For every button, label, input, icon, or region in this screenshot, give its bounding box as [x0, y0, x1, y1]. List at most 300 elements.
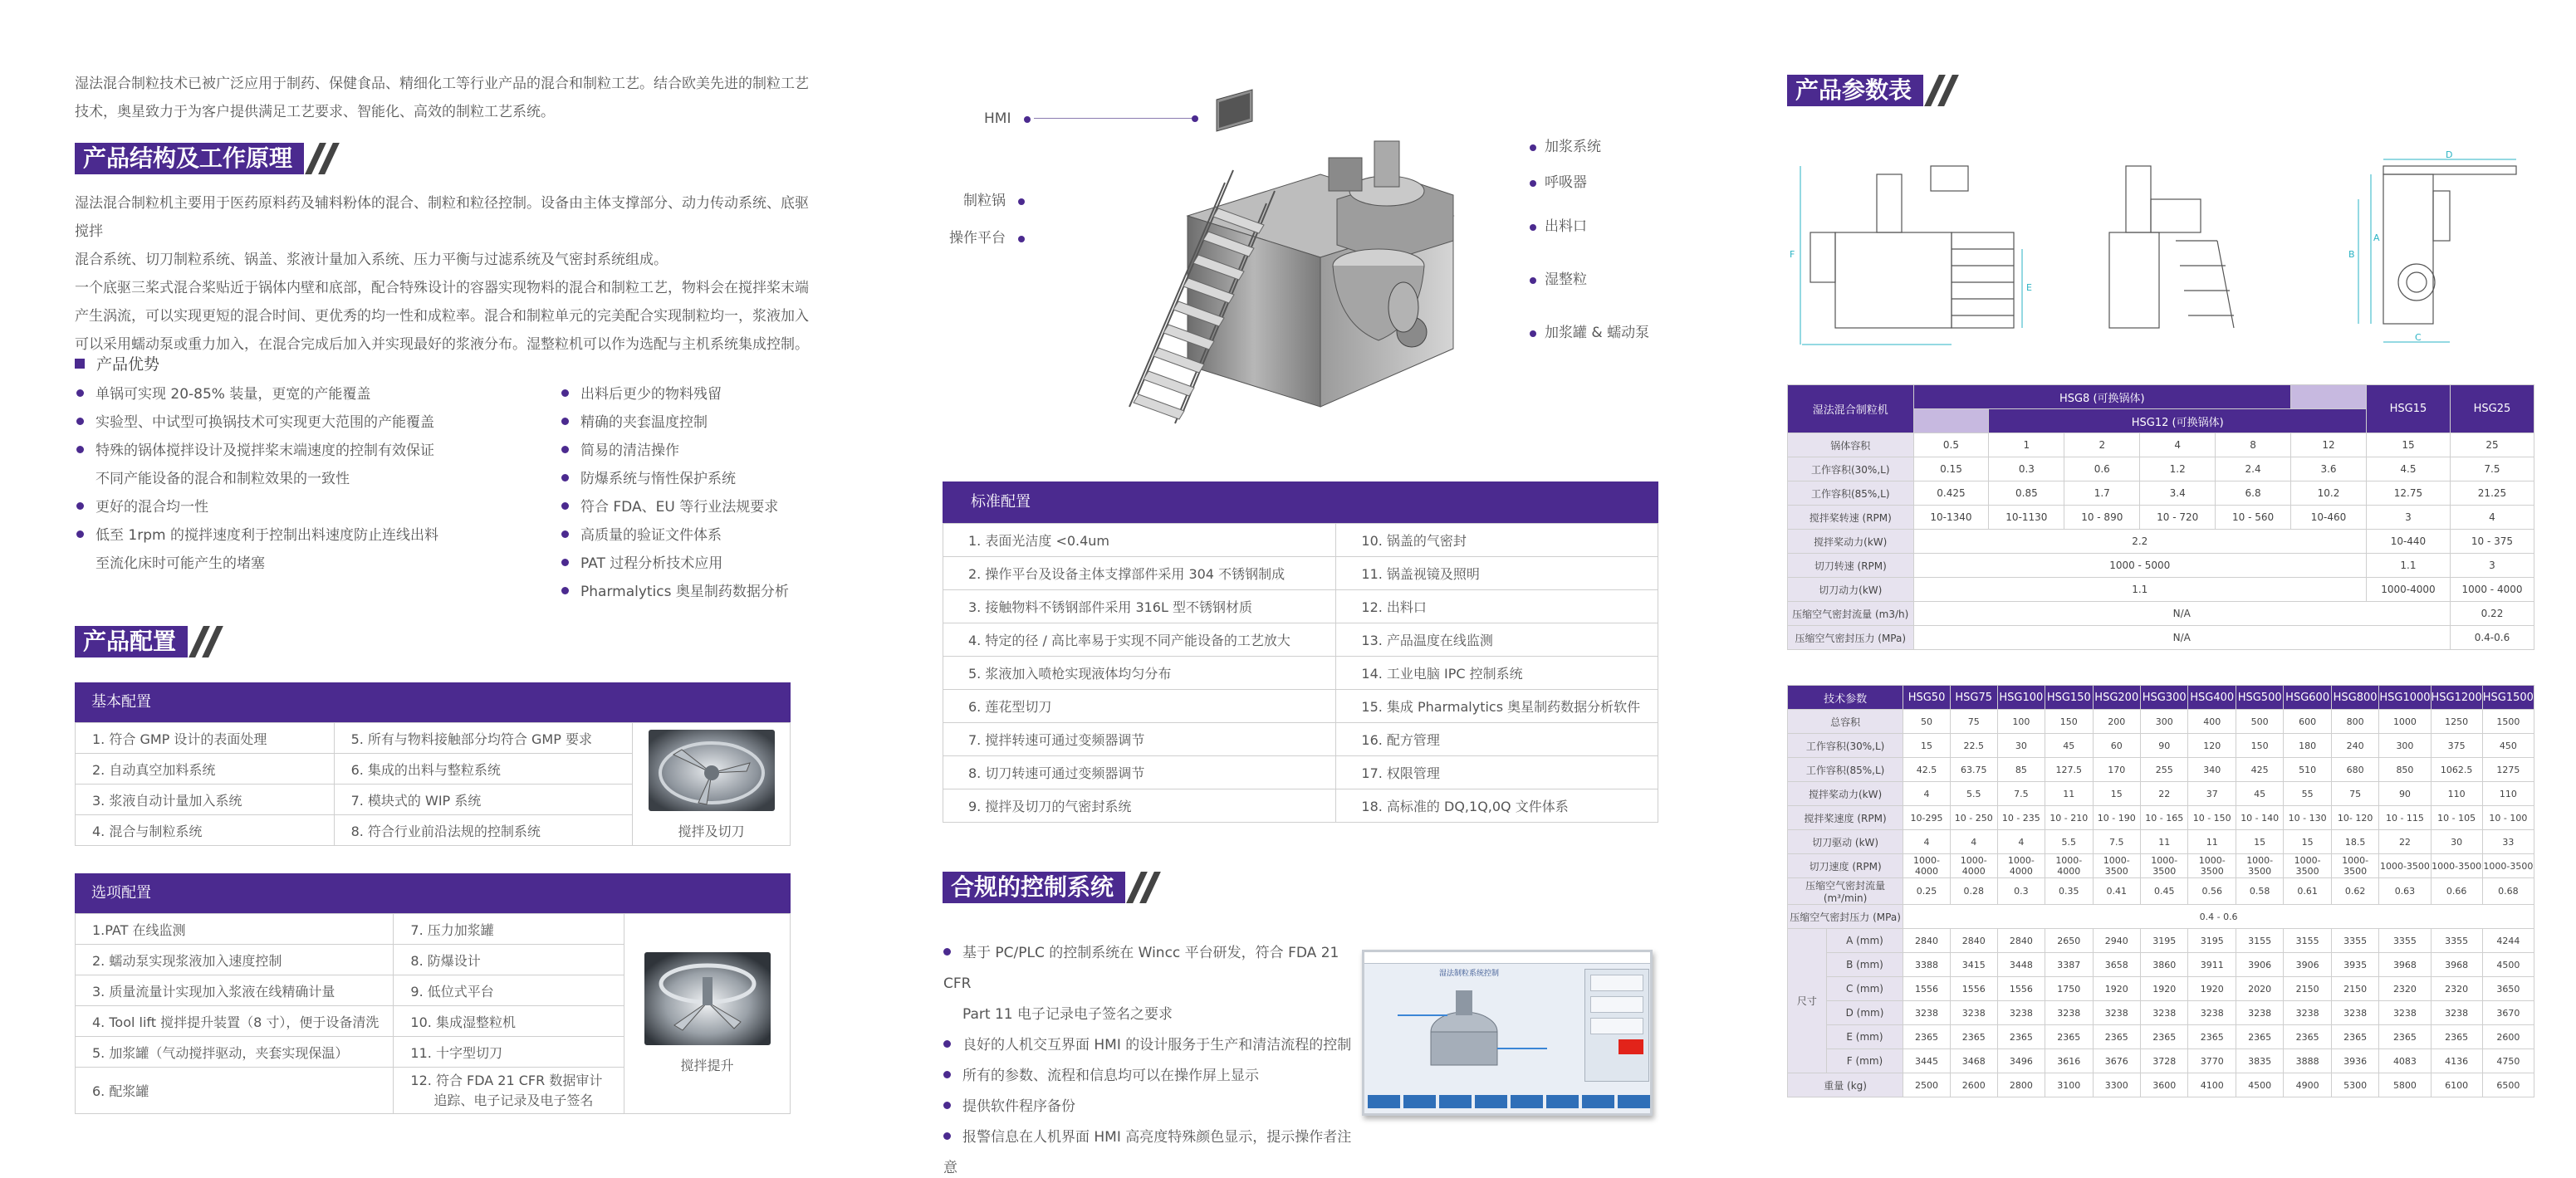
- row-label-cell: E (mm): [1826, 1025, 1903, 1049]
- value-cell: 3388: [1903, 953, 1951, 977]
- structure-description: 湿法混合制粒机主要用于医药原料药及辅料粉体的混合、制粒和粒径控制。设备由主体支撑部分、动力传动系统、底驱搅拌 混合系统、切刀制粒系统、锅盖、浆液计量加入系统、压力平衡与过滤系统及气密封系统组成。 一个底驱三桨式混合桨贴近于锅体内壁和底部，配合特殊设计的容器实现物料的混合和制粒工艺，物料会在搅拌桨末端 产生涡流，可以实现更短的混合时间、更优秀的均一性和成粒率。混合和制粒单元的完美配合实现制粒均一，浆液加入 可以采用蠕动泵或重力加入，在混合完成后加入并实现最好的浆液分布。湿整粒机可以作为选配与主机系统集成控制。: [75, 195, 809, 353]
- value-cell: 0.62: [2331, 878, 2378, 905]
- value-cell: 1000-3500: [2482, 854, 2534, 878]
- params-section-title: 产品参数表: [1787, 75, 1952, 106]
- row-label-cell: 搅拌桨速度 (RPM): [1788, 806, 1903, 830]
- value-cell: 2840: [1997, 929, 2045, 953]
- value-cell: 3238: [2331, 1001, 2378, 1025]
- value-cell: 4100: [2188, 1073, 2236, 1097]
- value-cell: 150: [2236, 734, 2283, 758]
- value-cell: 680: [2331, 758, 2378, 782]
- list-item: 高质量的验证文件体系: [561, 521, 827, 550]
- value-cell: 3600: [2141, 1073, 2188, 1097]
- bullet-icon: [561, 418, 569, 425]
- value-cell: 30: [1997, 734, 2045, 758]
- value-cell: 0.25: [1903, 878, 1951, 905]
- advantages-right-list: [561, 380, 827, 606]
- callout-breather: 呼吸器: [1530, 170, 1587, 191]
- list-item: 特殊的锅体搅拌设计及搅拌桨末端速度的控制有效保证: [76, 437, 541, 465]
- value-cell: 4: [1903, 782, 1951, 806]
- value-cell: 5.5: [1950, 782, 1997, 806]
- value-cell: 55: [2284, 782, 2331, 806]
- model-header-cell: HSG200: [2093, 686, 2140, 710]
- table-row: 3. 浆液自动计量加入系统 7. 模块式的 WIP 系统: [76, 785, 791, 815]
- value-cell: 4136: [2431, 1049, 2482, 1073]
- value-cell: 0.56: [2188, 878, 2236, 905]
- list-item: 良好的人机交互界面 HMI 的设计服务于生产和清洁流程的控制: [943, 1030, 1359, 1061]
- value-cell: 1000-4000: [2045, 854, 2093, 878]
- value-cell: 3906: [2284, 953, 2331, 977]
- value-cell: 60: [2093, 734, 2140, 758]
- value-cell: 15: [2284, 830, 2331, 854]
- value-cell: 15: [2093, 782, 2140, 806]
- row-label-cell: 搅拌桨动力(kW): [1788, 782, 1903, 806]
- callout-platform: 操作平台: [949, 226, 1025, 247]
- value-cell: 255: [2141, 758, 2188, 782]
- optional-config-panel: [75, 873, 791, 1114]
- value-cell: 2365: [2188, 1025, 2236, 1049]
- value-cell: 10 - 165: [2141, 806, 2188, 830]
- value-cell: 15: [1903, 734, 1951, 758]
- list-item: 基于 PC/PLC 的控制系统在 Wincc 平台研发，符合 FDA 21 CFR: [943, 945, 1339, 992]
- value-cell: 3355: [2331, 929, 2378, 953]
- value-cell: 3906: [2236, 953, 2283, 977]
- value-cell: 3155: [2236, 929, 2283, 953]
- value-cell: 3238: [2141, 1001, 2188, 1025]
- value-cell: 10 - 235: [1997, 806, 2045, 830]
- value-cell: 3387: [2045, 953, 2093, 977]
- bullet-icon: [943, 1132, 951, 1140]
- value-cell: 7.5: [2093, 830, 2140, 854]
- table-row: [1788, 1073, 2534, 1097]
- model-header-cell: HSG75: [1950, 686, 1997, 710]
- value-cell: 4: [1997, 830, 2045, 854]
- value-cell: 4083: [2379, 1049, 2431, 1073]
- table-row: 5. 加浆罐（气动搅拌驱动，夹套实现保温） 11. 十字型切刀: [76, 1037, 791, 1068]
- dim-d-label: D: [2446, 149, 2453, 160]
- value-cell: 90: [2379, 782, 2431, 806]
- table-row: 切刀转速 (RPM) 1000 - 5000 1.1 3: [1788, 554, 2534, 578]
- value-cell: 850: [2379, 758, 2431, 782]
- value-cell: 110: [2431, 782, 2482, 806]
- model-header-cell: HSG1200: [2431, 686, 2482, 710]
- value-cell: 0.4 - 0.6: [1903, 905, 2534, 929]
- standard-config-header: 标准配置: [943, 481, 1658, 523]
- table-row: [1788, 1049, 2534, 1073]
- value-cell: 4750: [2482, 1049, 2534, 1073]
- value-cell: 0.58: [2236, 878, 2283, 905]
- table-row: [1788, 905, 2534, 929]
- value-cell: 1000-3500: [2141, 854, 2188, 878]
- bullet-icon: [561, 474, 569, 481]
- value-cell: 300: [2141, 710, 2188, 734]
- standard-config-panel: [943, 481, 1658, 823]
- structure-section-title: 产品结构及工作原理: [75, 143, 332, 174]
- table-row: [1788, 878, 2534, 905]
- value-cell: 3911: [2188, 953, 2236, 977]
- value-cell: 3496: [1997, 1049, 2045, 1073]
- value-cell: 3936: [2331, 1049, 2378, 1073]
- row-label-cell: D (mm): [1826, 1001, 1903, 1025]
- basic-config-header: 基本配置: [75, 682, 791, 722]
- value-cell: 2320: [2379, 977, 2431, 1001]
- table-row: 6. 配浆罐 12. 符合 FDA 21 CFR 数据审计 追踪、电子记录及电子签名: [76, 1068, 791, 1114]
- value-cell: 3238: [2284, 1001, 2331, 1025]
- table-row: 压缩空气密封压力 (MPa) N/A 0.4-0.6: [1788, 626, 2534, 650]
- table-row: 4. 混合与制粒系统 8. 符合行业前沿法规的控制系统: [76, 815, 791, 846]
- table-row: 1. 符合 GMP 设计的表面处理 5. 所有与物料接触部分均符合 GMP 要求 搅拌及切刀: [76, 723, 791, 754]
- list-item: Pharmalytics 奥星制药数据分析: [561, 578, 827, 606]
- value-cell: 2940: [2093, 929, 2140, 953]
- value-cell: 3195: [2188, 929, 2236, 953]
- basic-config-panel: [75, 682, 791, 846]
- bullet-icon: [561, 587, 569, 594]
- value-cell: 2365: [2331, 1025, 2378, 1049]
- value-cell: 1500: [2482, 710, 2534, 734]
- value-cell: 10 - 115: [2379, 806, 2431, 830]
- value-cell: 33: [2482, 830, 2534, 854]
- value-cell: 3935: [2331, 953, 2378, 977]
- value-cell: 45: [2236, 782, 2283, 806]
- value-cell: 1000: [2379, 710, 2431, 734]
- bullet-icon: [76, 389, 84, 397]
- value-cell: 11: [2188, 830, 2236, 854]
- dimension-drawings: [1785, 149, 2541, 357]
- value-cell: 0.28: [1950, 878, 1997, 905]
- list-item: 更好的混合均一性: [76, 493, 541, 521]
- table-row: 3. 接触物料不锈钢部件采用 316L 型不锈钢材质 12. 出料口: [943, 590, 1658, 623]
- value-cell: 0.63: [2379, 878, 2431, 905]
- table-row: 压缩空气密封流量 (m3/h) N/A 0.22: [1788, 602, 2534, 626]
- list-item: 精确的夹套温度控制: [561, 408, 827, 437]
- value-cell: 3238: [2093, 1001, 2140, 1025]
- callout-dot-icon: [1024, 116, 1031, 123]
- value-cell: 1275: [2482, 758, 2534, 782]
- bullet-icon: [76, 530, 84, 538]
- list-item: 提供软件程序备份: [943, 1092, 1359, 1122]
- value-cell: 2840: [1950, 929, 1997, 953]
- table-header-row: HSG12 (可换锅体): [1788, 409, 2534, 433]
- value-cell: 1920: [2141, 977, 2188, 1001]
- value-cell: 2650: [2045, 929, 2093, 953]
- model-header-cell: HSG100: [1997, 686, 2045, 710]
- advantages-title: 产品优势: [75, 352, 159, 374]
- bullet-icon: [561, 559, 569, 566]
- value-cell: 2320: [2431, 977, 2482, 1001]
- value-cell: 150: [2045, 710, 2093, 734]
- callout-dot-icon: [1530, 180, 1536, 187]
- value-cell: 6100: [2431, 1073, 2482, 1097]
- granulator-machine-illustration: [938, 75, 1570, 440]
- callout-dot-icon: [1018, 236, 1025, 242]
- value-cell: 2600: [2482, 1025, 2534, 1049]
- value-cell: 600: [2284, 710, 2331, 734]
- table-row: 7. 搅拌转速可通过变频器调节 16. 配方管理: [943, 723, 1658, 756]
- square-bullet-icon: [75, 359, 85, 369]
- table-corner-cell: 技术参数: [1788, 686, 1903, 710]
- value-cell: 0.41: [2093, 878, 2140, 905]
- value-cell: 170: [2093, 758, 2140, 782]
- value-cell: 2150: [2284, 977, 2331, 1001]
- list-item: PAT 过程分析技术应用: [561, 550, 827, 578]
- value-cell: 2365: [1903, 1025, 1951, 1049]
- table-header-row: [1788, 686, 2534, 710]
- value-cell: 1750: [2045, 977, 2093, 1001]
- value-cell: 2500: [1903, 1073, 1951, 1097]
- bullet-icon: [76, 418, 84, 425]
- value-cell: 4900: [2284, 1073, 2331, 1097]
- value-cell: 3650: [2482, 977, 2534, 1001]
- value-cell: 3238: [2431, 1001, 2482, 1025]
- bullet-icon: [943, 1102, 951, 1109]
- table-row: 9. 搅拌及切刀的气密封系统 18. 高标准的 DQ,1Q,0Q 文件体系: [943, 789, 1658, 823]
- list-item: 防爆系统与惰性保护系统: [561, 465, 827, 493]
- params-table-small: [1787, 384, 2534, 650]
- value-cell: 2365: [2379, 1025, 2431, 1049]
- bullet-icon: [76, 446, 84, 453]
- table-row: [1788, 758, 2534, 782]
- value-cell: 10 - 130: [2284, 806, 2331, 830]
- value-cell: 500: [2236, 710, 2283, 734]
- value-cell: 1920: [2093, 977, 2140, 1001]
- value-cell: 1000-3500: [2284, 854, 2331, 878]
- control-section-title: 合规的控制系统: [943, 872, 1153, 903]
- model-header-cell: HSG1500: [2482, 686, 2534, 710]
- value-cell: 37: [2188, 782, 2236, 806]
- value-cell: 3100: [2045, 1073, 2093, 1097]
- table-row: [1788, 734, 2534, 758]
- table-row: 1. 表面光洁度 <0.4um 10. 锅盖的气密封: [943, 524, 1658, 557]
- table-row: 2. 蠕动泵实现浆液加入速度控制 8. 防爆设计: [76, 945, 791, 975]
- callout-dot-icon: [1018, 198, 1025, 205]
- table-row: 锅体容积 0.5 1 2 4 8 12 15 25: [1788, 433, 2534, 457]
- table-row: 搅拌桨动力(kW) 2.2 10-440 10 - 375: [1788, 530, 2534, 554]
- hmi-button-bar: [1368, 1095, 1650, 1108]
- control-features-list: 基于 PC/PLC 的控制系统在 Wincc 平台研发，符合 FDA 21 CFR Part 11 电子记录电子签名之要求 良好的人机交互界面 HMI 的设计服务于生产和清洁流程的控制 所有的参数、流程和信息均可以在操作屏上显示 提供软件程序备份 报警信息在人机界面 HMI 高亮度特殊颜色显示，提示操作者注意: [943, 938, 1359, 1178]
- value-cell: 15: [2236, 830, 2283, 854]
- value-cell: 3355: [2431, 929, 2482, 953]
- value-cell: 1000-3500: [2236, 854, 2283, 878]
- list-item: 实验型、中试型可换锅技术可实现更大范围的产能覆盖: [76, 408, 541, 437]
- table-row: 切刀动力(kW) 1.1 1000-4000 1000 - 4000: [1788, 578, 2534, 602]
- model-header-cell: HSG500: [2236, 686, 2283, 710]
- value-cell: 2840: [1903, 929, 1951, 953]
- model-header-cell: HSG300: [2141, 686, 2188, 710]
- value-cell: 200: [2093, 710, 2140, 734]
- model-header-cell: HSG50: [1903, 686, 1951, 710]
- value-cell: 340: [2188, 758, 2236, 782]
- row-label-cell: 重量 (kg): [1788, 1073, 1903, 1097]
- list-item: 符合 FDA、EU 等行业法规要求: [561, 493, 827, 521]
- row-label-cell: 压缩空气密封流量 (m³/min): [1788, 878, 1903, 905]
- callout-bowl: 制粒锅: [963, 188, 1025, 209]
- model-header-cell: HSG400: [2188, 686, 2236, 710]
- model-header-cell: HSG150: [2045, 686, 2093, 710]
- bullet-icon: [561, 446, 569, 453]
- value-cell: 1000-3500: [2431, 854, 2482, 878]
- value-cell: 1000-3500: [2188, 854, 2236, 878]
- list-item: 简易的清洁操作: [561, 437, 827, 465]
- table-row: 搅拌桨转速 (RPM) 10-1340 10-1130 10 - 890 10 - 720 10 - 560 10-460 3 4: [1788, 506, 2534, 530]
- value-cell: 1556: [1903, 977, 1951, 1001]
- table-row: [1788, 929, 2534, 953]
- value-cell: 2600: [1950, 1073, 1997, 1097]
- table-row: 5. 浆液加入喷枪实现液体均匀分布 14. 工业电脑 IPC 控制系统: [943, 657, 1658, 690]
- value-cell: 10 - 150: [2188, 806, 2236, 830]
- value-cell: 75: [1950, 710, 1997, 734]
- value-cell: 5300: [2331, 1073, 2378, 1097]
- value-cell: 3616: [2045, 1049, 2093, 1073]
- row-label-cell: F (mm): [1826, 1049, 1903, 1073]
- value-cell: 30: [2431, 830, 2482, 854]
- value-cell: 3728: [2141, 1049, 2188, 1073]
- hmi-screen: [1217, 90, 1252, 131]
- value-cell: 1556: [1950, 977, 1997, 1001]
- value-cell: 2800: [1997, 1073, 2045, 1097]
- tool-lift-image: [644, 952, 771, 1045]
- value-cell: 10 - 210: [2045, 806, 2093, 830]
- dim-f-label: F: [1790, 249, 1795, 260]
- list-item: 所有的参数、流程和信息均可以在操作屏上显示: [943, 1061, 1359, 1092]
- dim-e-label: E: [2026, 282, 2032, 293]
- list-item: 单锅可实现 20-85% 装量，更宽的产能覆盖: [76, 380, 541, 408]
- row-label-cell: A (mm): [1826, 929, 1903, 953]
- table-row: [1788, 977, 2534, 1001]
- value-cell: 3238: [2045, 1001, 2093, 1025]
- hmi-side-panel: [1584, 969, 1649, 1082]
- value-cell: 10- 120: [2331, 806, 2378, 830]
- value-cell: 425: [2236, 758, 2283, 782]
- value-cell: 2365: [2141, 1025, 2188, 1049]
- model-header-cell: HSG1000: [2379, 686, 2431, 710]
- table-row: [1788, 1001, 2534, 1025]
- callout-discharge: 出料口: [1530, 214, 1587, 235]
- value-cell: 3238: [2379, 1001, 2431, 1025]
- table-row: [1788, 806, 2534, 830]
- tool-lift-photo: 搅拌提升: [624, 914, 791, 1114]
- list-item: 报警信息在人机界面 HMI 高亮度特殊颜色显示，提示操作者注意: [943, 1129, 1352, 1176]
- value-cell: 1556: [1997, 977, 2045, 1001]
- value-cell: 11: [2045, 782, 2093, 806]
- table-row: [1788, 830, 2534, 854]
- value-cell: 3835: [2236, 1049, 2283, 1073]
- value-cell: 3355: [2379, 929, 2431, 953]
- value-cell: 0.61: [2284, 878, 2331, 905]
- bullet-icon: [943, 1040, 951, 1048]
- value-cell: 300: [2379, 734, 2431, 758]
- config-section-title: 产品配置: [75, 626, 216, 657]
- value-cell: 2365: [2236, 1025, 2283, 1049]
- alarm-indicator: [1619, 1039, 1643, 1054]
- value-cell: 120: [2188, 734, 2236, 758]
- params-table-large: [1787, 685, 2534, 1097]
- model-header-cell: HSG600: [2284, 686, 2331, 710]
- dim-a-label: A: [2373, 232, 2380, 243]
- table-row: 6. 莲花型切刀 15. 集成 Pharmalytics 奥星制药数据分析软件: [943, 690, 1658, 723]
- value-cell: 45: [2045, 734, 2093, 758]
- value-cell: 3238: [2188, 1001, 2236, 1025]
- value-cell: 10-295: [1903, 806, 1951, 830]
- standard-config-table: [943, 523, 1658, 823]
- bullet-icon: [561, 502, 569, 510]
- bullet-icon: [561, 530, 569, 538]
- value-cell: 1000-3500: [2379, 854, 2431, 878]
- value-cell: 3238: [1903, 1001, 1951, 1025]
- value-cell: 800: [2331, 710, 2378, 734]
- callout-tank-pump: 加浆罐 & 蠕动泵: [1530, 320, 1649, 341]
- advantages-left-list: 单锅可实现 20-85% 装量，更宽的产能覆盖 实验型、中试型可换锅技术可实现更大范围的产能覆盖 特殊的锅体搅拌设计及搅拌桨末端速度的控制有效保证 不同产能设备的混合和制粒效果的一致性 更好的混合均一性 低至 1rpm 的搅拌速度利于控制出料速度防止连线出料 至流化床时可能产生的堵塞: [76, 380, 541, 578]
- bullet-icon: [943, 948, 951, 956]
- value-cell: 3770: [2188, 1049, 2236, 1073]
- value-cell: 50: [1903, 710, 1951, 734]
- size-group-label: 尺寸: [1788, 929, 1827, 1073]
- value-cell: 3968: [2379, 953, 2431, 977]
- value-cell: 22.5: [1950, 734, 1997, 758]
- value-cell: 2365: [2431, 1025, 2482, 1049]
- value-cell: 3860: [2141, 953, 2188, 977]
- callout-hmi: HMI: [984, 110, 1031, 127]
- value-cell: 22: [2141, 782, 2188, 806]
- value-cell: 2365: [1997, 1025, 2045, 1049]
- callout-dot-icon: [1192, 115, 1198, 122]
- value-cell: 110: [2482, 782, 2534, 806]
- value-cell: 2365: [2045, 1025, 2093, 1049]
- value-cell: 180: [2284, 734, 2331, 758]
- value-cell: 1000-4000: [1997, 854, 2045, 878]
- value-cell: 11: [2141, 830, 2188, 854]
- row-label-cell: 工作容积(30%,L): [1788, 734, 1903, 758]
- value-cell: 18.5: [2331, 830, 2378, 854]
- table-row: [1788, 854, 2534, 878]
- table-row: 4. Tool lift 搅拌提升装置（8 寸），便于设备清洗 10. 集成湿整粒机: [76, 1006, 791, 1037]
- value-cell: 10 - 105: [2431, 806, 2482, 830]
- value-cell: 2365: [2284, 1025, 2331, 1049]
- value-cell: 4: [1950, 830, 1997, 854]
- value-cell: 127.5: [2045, 758, 2093, 782]
- bullet-icon: [561, 389, 569, 397]
- value-cell: 3888: [2284, 1049, 2331, 1073]
- value-cell: 3676: [2093, 1049, 2140, 1073]
- callout-dot-icon: [1530, 224, 1536, 231]
- value-cell: 100: [1997, 710, 2045, 734]
- value-cell: 0.66: [2431, 878, 2482, 905]
- table-row: [1788, 953, 2534, 977]
- basic-config-table: [75, 722, 791, 846]
- value-cell: 10 - 250: [1950, 806, 1997, 830]
- callout-dot-icon: [1530, 277, 1536, 284]
- callout-wet-mill: 湿整粒: [1530, 267, 1587, 288]
- callout-dot-icon: [1530, 144, 1536, 151]
- hmi-process-graphic: [1389, 982, 1555, 1090]
- value-cell: 3155: [2284, 929, 2331, 953]
- row-label-cell: 切刀速度 (RPM): [1788, 854, 1903, 878]
- value-cell: 6500: [2482, 1073, 2534, 1097]
- value-cell: 3415: [1950, 953, 1997, 977]
- value-cell: 1062.5: [2431, 758, 2482, 782]
- row-label-cell: C (mm): [1826, 977, 1903, 1001]
- value-cell: 2020: [2236, 977, 2283, 1001]
- value-cell: 2365: [2093, 1025, 2140, 1049]
- model-header-cell: HSG800: [2331, 686, 2378, 710]
- value-cell: 0.45: [2141, 878, 2188, 905]
- value-cell: 3658: [2093, 953, 2140, 977]
- callout-line: [1034, 118, 1192, 119]
- row-label-cell: 切刀驱动 (kW): [1788, 830, 1903, 854]
- row-label-cell: B (mm): [1826, 953, 1903, 977]
- value-cell: 1250: [2431, 710, 2482, 734]
- table-row: [1788, 782, 2534, 806]
- value-cell: 3195: [2141, 929, 2188, 953]
